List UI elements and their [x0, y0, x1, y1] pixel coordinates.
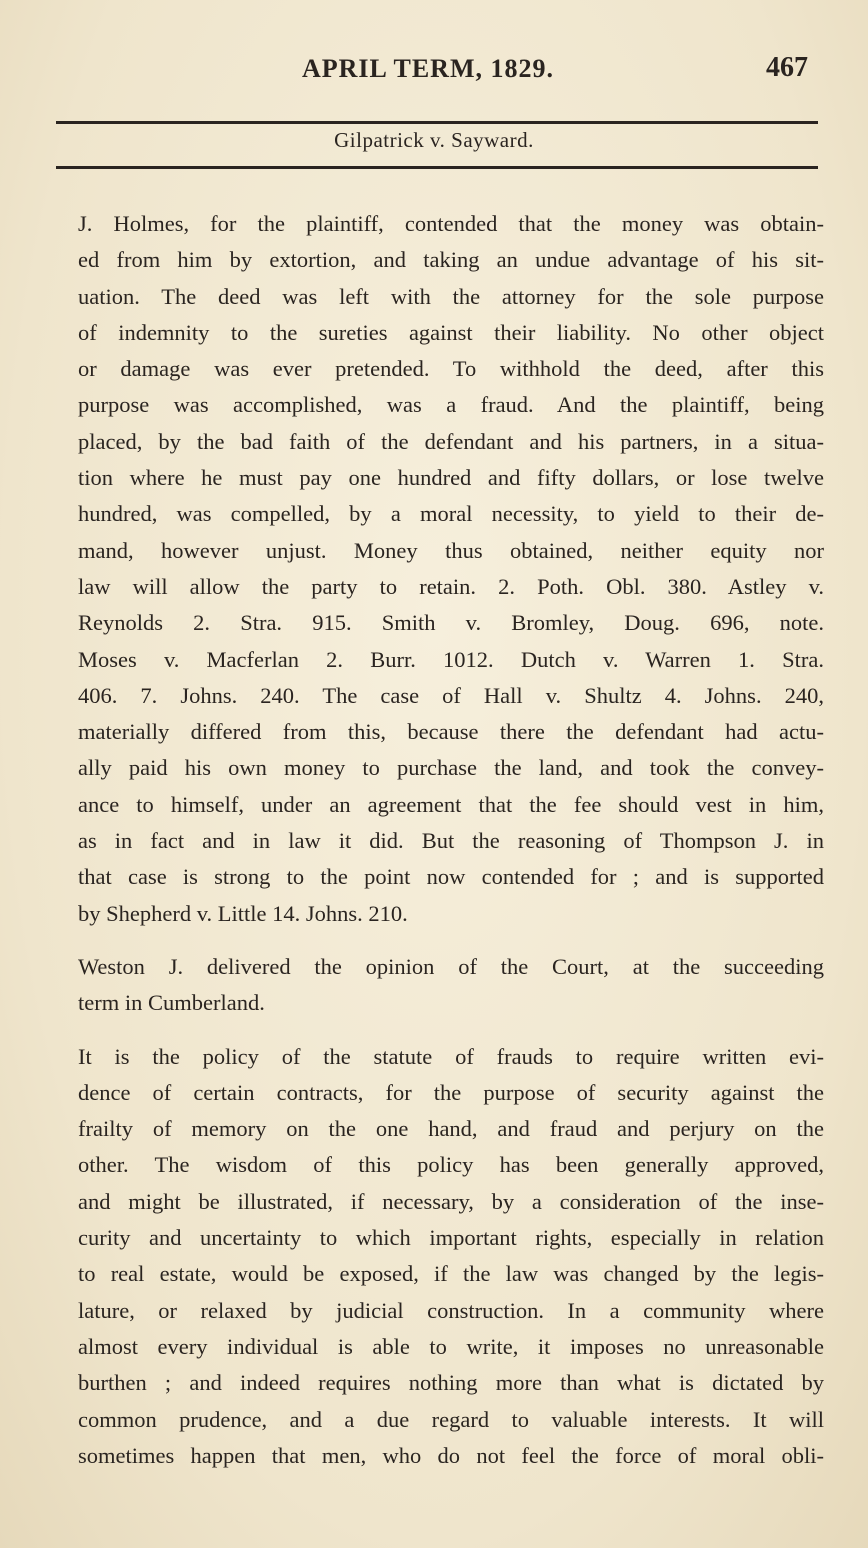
text-line: other. The wisdom of this policy has been generally approved,: [78, 1152, 824, 1178]
text-line: as in fact and in law it did. But the reasoning of Thompson J. in: [78, 828, 824, 854]
running-head: [0, 54, 868, 88]
page-body: [52, 206, 824, 1491]
header-rule-top: [56, 121, 818, 124]
text-line: materially differed from this, because there the defendant had actu-: [78, 719, 824, 745]
text-line: placed, by the bad faith of the defendant and his partners, in a situa-: [78, 428, 824, 454]
text-line: sometimes happen that men, who do not feel the force of moral obli-: [78, 1442, 824, 1468]
header-rule-bottom: [56, 166, 818, 169]
text-line: law will allow the party to retain. 2. Poth. Obl. 380. Astley v.: [78, 573, 824, 599]
text-line: burthen ; and indeed requires nothing more than what is dictated by: [78, 1370, 824, 1396]
text-line: uation. The deed was left with the attorney for the sole purpose: [78, 283, 824, 309]
text-line: frailty of memory on the one hand, and fraud and perjury on the: [78, 1116, 824, 1142]
text-line: and might be illustrated, if necessary, by a consideration of the inse-: [78, 1188, 824, 1214]
text-line: that case is strong to the point now contended for ; and is supported: [78, 864, 824, 890]
text-line: curity and uncertainty to which important rights, especially in relation: [78, 1225, 824, 1251]
text-line: ed from him by extortion, and taking an undue advantage of his sit-: [78, 247, 824, 273]
text-line: hundred, was compelled, by a moral necessity, to yield to their de-: [78, 501, 824, 527]
running-title: APRIL TERM, 1829.: [302, 54, 554, 83]
text-line: Moses v. Macferlan 2. Burr. 1012. Dutch v. Warren 1. Stra.: [78, 646, 824, 672]
paragraph-opinion: [52, 1039, 824, 1475]
text-line: Reynolds 2. Stra. 915. Smith v. Bromley, Doug. 696, note.: [78, 610, 824, 636]
text-line: tion where he must pay one hundred and fifty dollars, or lose twelve: [78, 465, 824, 491]
text-line: mand, however unjust. Money thus obtained, neither equity nor: [78, 537, 824, 563]
text-line: by Shepherd v. Little 14. Johns. 210.: [78, 900, 408, 926]
text-line: ance to himself, under an agreement that the fee should vest in him,: [78, 791, 824, 817]
text-line: Weston J. delivered the opinion of the Court, at the succeeding: [78, 953, 824, 979]
text-line: common prudence, and a due regard to valuable interests. It will: [78, 1406, 824, 1432]
text-line: J. Holmes, for the plaintiff, contended that the money was obtain-: [78, 211, 824, 236]
case-title: Gilpatrick v. Sayward.: [334, 128, 534, 152]
page-number: 467: [766, 52, 808, 83]
paragraph-opinion-intro: [52, 949, 824, 1022]
text-line: It is the policy of the statute of frauds to require written evi-: [78, 1043, 824, 1069]
text-line: term in Cumberland.: [78, 990, 265, 1016]
text-line: almost every individual is able to write, it imposes no unreasonable: [78, 1333, 824, 1359]
paragraph-argument: [52, 206, 824, 932]
text-line: ally paid his own money to purchase the land, and took the convey-: [78, 755, 824, 781]
text-line: of indemnity to the sureties against their liability. No other object: [78, 319, 824, 345]
text-line: to real estate, would be exposed, if the law was changed by the legis-: [78, 1261, 824, 1287]
text-line: 406. 7. Johns. 240. The case of Hall v. Shultz 4. Johns. 240,: [78, 682, 824, 708]
text-line: or damage was ever pretended. To withhold the deed, after this: [78, 356, 824, 382]
text-line: dence of certain contracts, for the purpose of security against the: [78, 1079, 824, 1105]
text-line: purpose was accomplished, was a fraud. And the plaintiff, being: [78, 392, 824, 418]
text-line: lature, or relaxed by judicial construction. In a community where: [78, 1297, 824, 1323]
